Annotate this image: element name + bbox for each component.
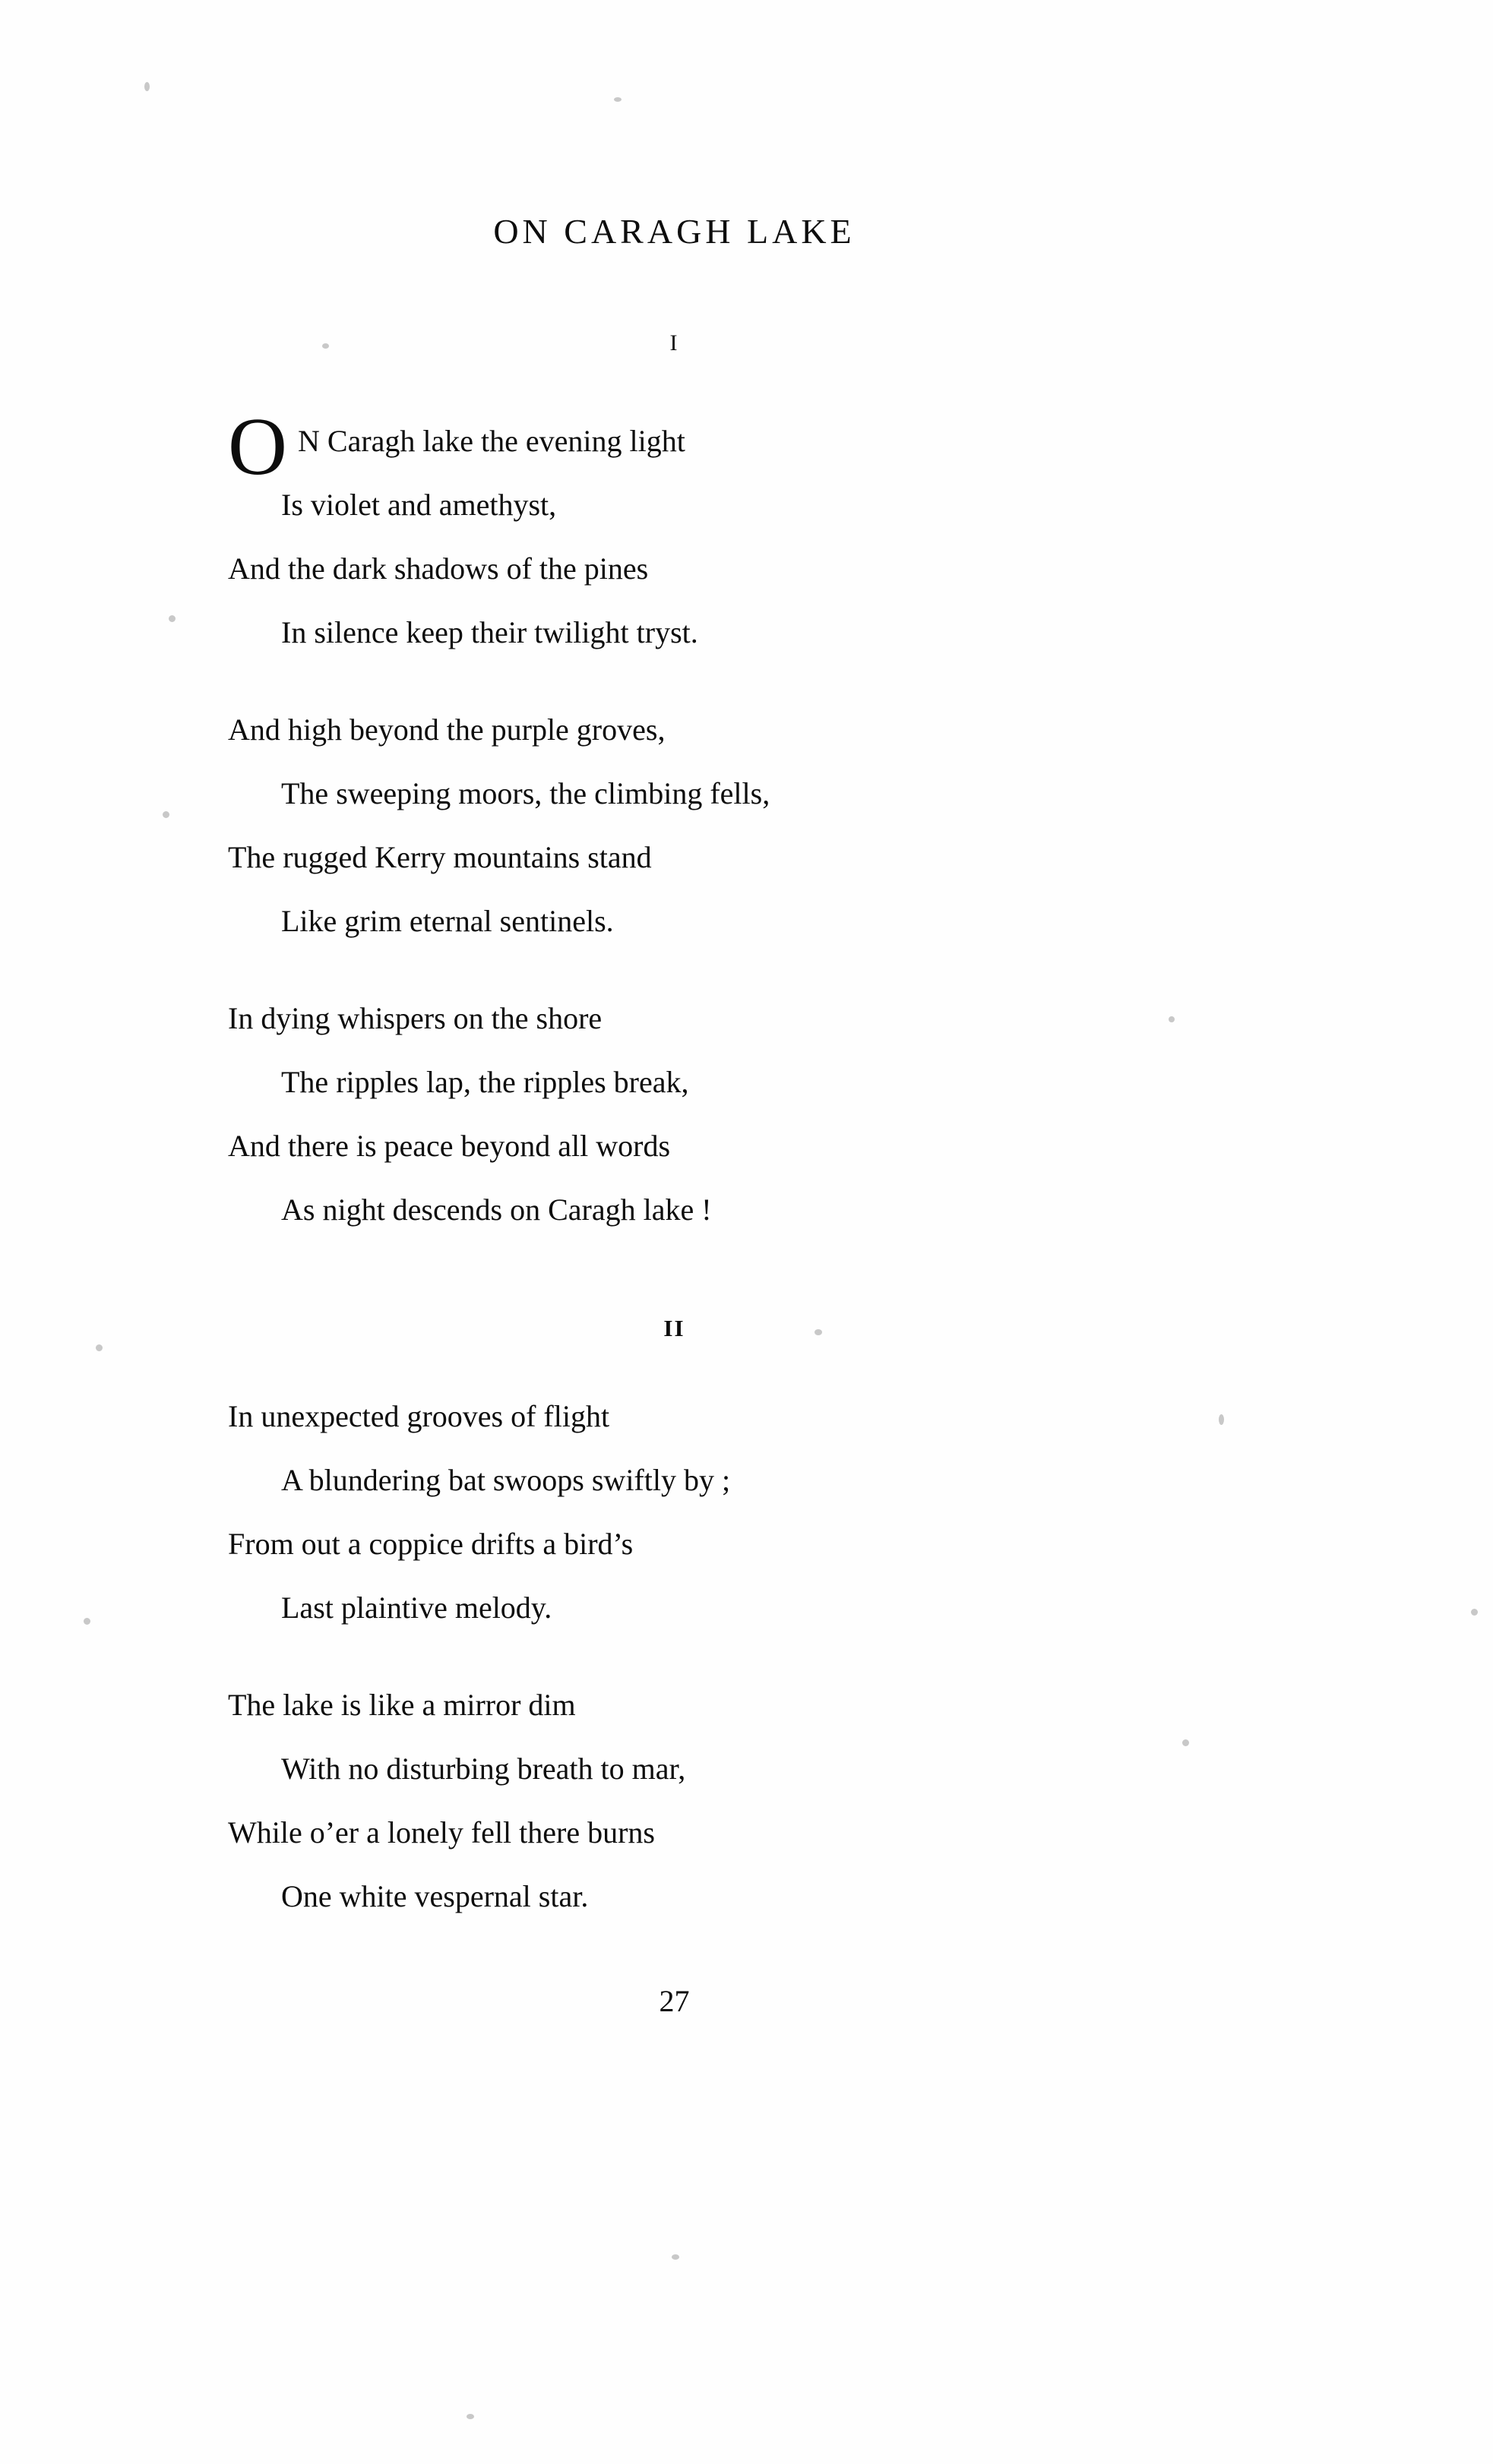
section-2-stanzas xyxy=(228,1385,1292,1929)
stanza xyxy=(228,1673,1292,1929)
poem-line: From out a coppice drifts a bird’s xyxy=(228,1527,634,1561)
poem-line: And high beyond the purple groves, xyxy=(228,712,666,747)
poem-line: While o’er a lonely fell there burns xyxy=(228,1815,655,1850)
stanza xyxy=(228,698,1292,953)
poem-line: And the dark shadows of the pines xyxy=(228,551,649,586)
poem-line: A blundering bat swoops swiftly by ; xyxy=(281,1463,731,1497)
drop-cap: O xyxy=(228,402,287,492)
stanza xyxy=(228,987,1292,1242)
section-numeral-1: I xyxy=(669,330,679,355)
poem-line: The lake is like a mirror dim xyxy=(228,1688,576,1722)
poem-line: Last plaintive melody. xyxy=(281,1591,552,1625)
stanza xyxy=(228,402,1292,665)
stanza xyxy=(228,1385,1292,1640)
poem-line: In unexpected grooves of flight xyxy=(228,1399,610,1433)
scan-speck xyxy=(467,2414,474,2419)
poem-line: In dying whispers on the shore xyxy=(228,1001,603,1035)
poem-line: And there is peace beyond all words xyxy=(228,1129,671,1163)
poem-line: The sweeping moors, the climbing fells, xyxy=(281,776,770,810)
poem-line: In silence keep their twilight tryst. xyxy=(281,615,698,649)
section-1-stanzas xyxy=(228,402,1292,1242)
poem-line: One white vespernal star. xyxy=(281,1879,589,1913)
poem-line: With no disturbing breath to mar, xyxy=(281,1752,686,1786)
scan-speck xyxy=(672,2254,679,2260)
poem-line: The ripples lap, the ripples break, xyxy=(281,1065,689,1099)
section-numeral-2: II xyxy=(663,1315,685,1341)
poem-line: As night descends on Caragh lake ! xyxy=(281,1193,712,1227)
page-number: 27 xyxy=(659,1984,690,2018)
poem-line: The rugged Kerry mountains stand xyxy=(228,840,652,874)
page-title: ON CARAGH LAKE xyxy=(493,212,856,251)
poem-line: Is violet and amethyst, xyxy=(281,488,557,522)
poem-line: Like grim eternal sentinels. xyxy=(281,904,614,938)
poem-line: N Caragh lake the evening light xyxy=(298,424,685,458)
